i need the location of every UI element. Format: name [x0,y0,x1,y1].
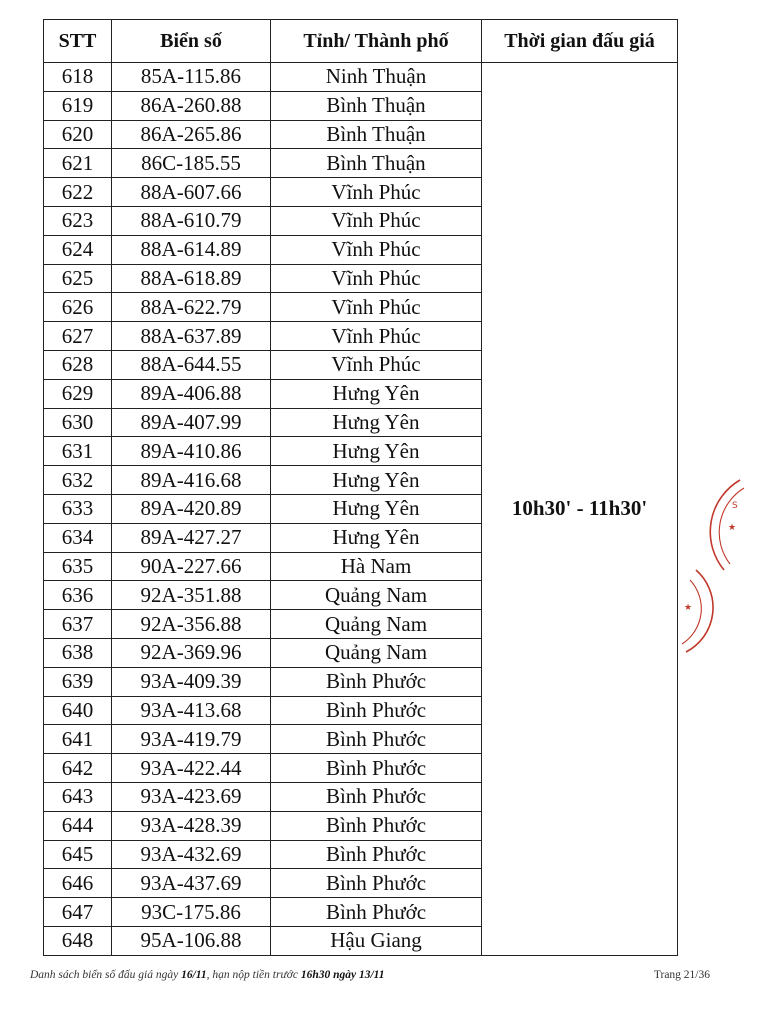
row-stt: 637 [44,610,112,639]
row-stt: 641 [44,725,112,754]
row-plate: 93A-409.39 [112,667,271,696]
row-plate: 86A-265.86 [112,120,271,149]
row-plate: 89A-410.86 [112,437,271,466]
row-plate: 93A-423.69 [112,782,271,811]
row-stt: 622 [44,178,112,207]
row-plate: 90A-227.66 [112,552,271,581]
row-stt: 629 [44,379,112,408]
footer-note-prefix: Danh sách biển số đấu giá ngày [30,969,179,981]
row-stt: 643 [44,782,112,811]
row-plate: 86C-185.55 [112,149,271,178]
svg-text:S: S [732,501,738,511]
row-stt: 631 [44,437,112,466]
row-province: Hà Nam [271,552,482,581]
row-plate: 93A-437.69 [112,869,271,898]
row-plate: 89A-407.99 [112,408,271,437]
row-plate: 93C-175.86 [112,898,271,927]
svg-text:★: ★ [684,603,693,613]
row-stt: 625 [44,264,112,293]
row-plate: 89A-416.68 [112,466,271,495]
row-stt: 642 [44,754,112,783]
row-plate: 93A-432.69 [112,840,271,869]
row-plate: 88A-644.55 [112,350,271,379]
row-province: Bình Thuận [271,120,482,149]
row-province: Bình Phước [271,725,482,754]
row-province: Vĩnh Phúc [271,264,482,293]
row-plate: 88A-610.79 [112,206,271,235]
row-plate: 89A-420.89 [112,494,271,523]
table-row [44,63,678,92]
row-province: Ninh Thuận [271,63,482,92]
row-stt: 632 [44,466,112,495]
row-province: Quảng Nam [271,581,482,610]
row-plate: 93A-422.44 [112,754,271,783]
footer-note [30,969,385,981]
row-stt: 646 [44,869,112,898]
row-province: Bình Phước [271,782,482,811]
row-stt: 619 [44,91,112,120]
row-plate: 93A-413.68 [112,696,271,725]
footer-note-middle: , hạn nộp tiền trước [206,969,298,981]
row-plate: 92A-351.88 [112,581,271,610]
header-province: Tỉnh/ Thành phố [271,20,482,63]
row-stt: 636 [44,581,112,610]
row-stt: 644 [44,811,112,840]
row-stt: 623 [44,206,112,235]
plate-auction-table [43,19,678,956]
row-province: Bình Thuận [271,149,482,178]
row-stt: 628 [44,350,112,379]
row-plate: 85A-115.86 [112,63,271,92]
row-province: Bình Phước [271,754,482,783]
row-province: Bình Phước [271,869,482,898]
row-stt: 635 [44,552,112,581]
row-plate: 93A-428.39 [112,811,271,840]
row-stt: 645 [44,840,112,869]
row-plate: 93A-419.79 [112,725,271,754]
row-plate: 95A-106.88 [112,926,271,955]
row-stt: 624 [44,235,112,264]
row-province: Hưng Yên [271,408,482,437]
row-stt: 639 [44,667,112,696]
row-province: Vĩnh Phúc [271,322,482,351]
row-province: Hưng Yên [271,494,482,523]
row-stt: 630 [44,408,112,437]
row-stt: 634 [44,523,112,552]
row-province: Bình Phước [271,667,482,696]
row-stt: 638 [44,638,112,667]
row-plate: 92A-356.88 [112,610,271,639]
red-seal-stamp-icon [672,470,772,660]
row-province: Quảng Nam [271,610,482,639]
row-stt: 640 [44,696,112,725]
row-province: Vĩnh Phúc [271,293,482,322]
svg-text:★: ★ [728,523,737,533]
row-stt: 626 [44,293,112,322]
row-province: Hưng Yên [271,437,482,466]
row-province: Bình Phước [271,898,482,927]
row-province: Hưng Yên [271,379,482,408]
row-plate: 88A-637.89 [112,322,271,351]
row-plate: 88A-614.89 [112,235,271,264]
row-plate: 88A-618.89 [112,264,271,293]
row-province: Bình Thuận [271,91,482,120]
row-province: Vĩnh Phúc [271,178,482,207]
row-stt: 648 [44,926,112,955]
row-plate: 88A-607.66 [112,178,271,207]
row-province: Bình Phước [271,840,482,869]
row-plate: 88A-622.79 [112,293,271,322]
row-plate: 89A-427.27 [112,523,271,552]
row-stt: 620 [44,120,112,149]
row-plate: 89A-406.88 [112,379,271,408]
row-province: Quảng Nam [271,638,482,667]
footer-deadline: 16h30 ngày 13/11 [300,969,385,981]
row-stt: 633 [44,494,112,523]
row-stt: 618 [44,63,112,92]
row-province: Bình Phước [271,811,482,840]
row-plate: 86A-260.88 [112,91,271,120]
row-province: Bình Phước [271,696,482,725]
page-number: Trang 21/36 [653,969,710,981]
row-stt: 627 [44,322,112,351]
row-stt: 647 [44,898,112,927]
row-province: Hưng Yên [271,523,482,552]
footer-auction-date: 16/11 [181,969,207,981]
row-province: Vĩnh Phúc [271,350,482,379]
row-province: Vĩnh Phúc [271,206,482,235]
row-province: Vĩnh Phúc [271,235,482,264]
header-auction-time: Thời gian đấu giá [482,20,678,63]
row-province: Hậu Giang [271,926,482,955]
row-stt: 621 [44,149,112,178]
row-province: Hưng Yên [271,466,482,495]
header-stt: STT [44,20,112,63]
header-plate: Biển số [112,20,271,63]
table-header-row [44,20,678,63]
auction-time-slot: 10h30' - 11h30' [482,63,678,956]
row-plate: 92A-369.96 [112,638,271,667]
